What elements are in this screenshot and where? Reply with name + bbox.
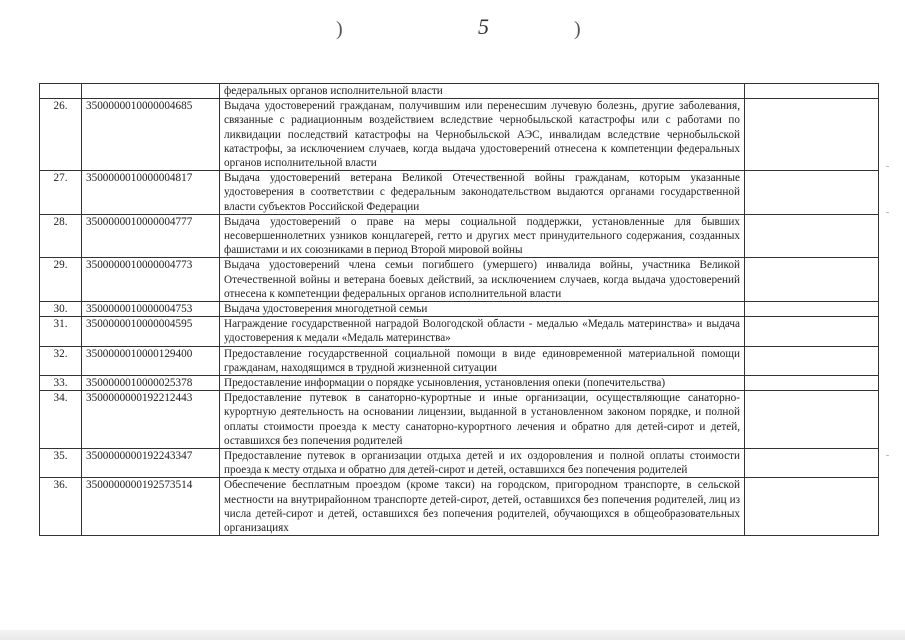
row-number: 27. xyxy=(40,171,82,215)
empty-cell xyxy=(745,84,879,99)
service-code: 3500000000192573514 xyxy=(82,478,220,536)
row-number: 31. xyxy=(40,317,82,346)
service-description: Награждение государственной наградой Вологодской области - медалью «Медаль материнства» и выдача удостоверения к медали «Медаль материнства» xyxy=(220,317,745,346)
row-number: 32. xyxy=(40,346,82,375)
row-number: 33. xyxy=(40,376,82,391)
service-code: 3500000010000004817 xyxy=(82,171,220,215)
service-code: 3500000010000004773 xyxy=(82,258,220,302)
service-code xyxy=(82,84,220,99)
empty-cell xyxy=(745,391,879,449)
right-paren-mark: ) xyxy=(574,18,581,40)
empty-cell xyxy=(745,258,879,302)
table-row xyxy=(40,478,879,536)
service-description: Выдача удостоверений члена семьи погибшего (умершего) инвалида войны, участника Великой Отечественной войны и ветерана боевых действий, за исключением случаев, когда выдача удостоверений отнесена к компетенции федеральных органов исполнительной власти xyxy=(220,258,745,302)
row-number: 35. xyxy=(40,449,82,478)
service-description: Предоставление государственной социальной помощи в виде единовременной материальной помощи гражданам, находящимся в трудной жизненной ситуации xyxy=(220,346,745,375)
empty-cell xyxy=(745,478,879,536)
table-row xyxy=(40,376,879,391)
service-description: Выдача удостоверений гражданам, получившим или перенесшим лучевую болезнь, другие заболевания, связанные с радиационным воздействием вследствие чернобыльской катастрофы или с работами по ликвидации последствий катастрофы на Чернобыльской АЭС, инвалидам вследствие чернобыльской катастрофы, за исключением случаев, когда выдача удостоверений отнесена к компетенции федеральных органов исполнительной власти xyxy=(220,99,745,171)
service-code: 3500000010000004685 xyxy=(82,99,220,171)
table-row xyxy=(40,346,879,375)
service-description: Предоставление информации о порядке усыновления, установления опеки (попечительства) xyxy=(220,376,745,391)
service-description: Выдача удостоверений о праве на меры социальной поддержки, установленные для бывших несовершеннолетних узников концлагерей, гетто и других мест принудительного содержания, созданных фашистами и их союзниками в период Второй мировой войны xyxy=(220,214,745,258)
empty-cell xyxy=(745,302,879,317)
row-number: 29. xyxy=(40,258,82,302)
service-code: 3500000010000004777 xyxy=(82,214,220,258)
service-code: 3500000010000004595 xyxy=(82,317,220,346)
row-number: 26. xyxy=(40,99,82,171)
scan-mark xyxy=(886,166,889,167)
service-description: Обеспечение бесплатным проездом (кроме такси) на городском, пригородном транспорте, в сельской местности на внутрирайонном транспорте детей-сирот, детей, оставшихся без попечения родителей, лиц из числа детей-сирот и детей, оставшихся без попечения родителей, обучающихся в общеобразовательных организациях xyxy=(220,478,745,536)
row-number: 30. xyxy=(40,302,82,317)
service-description: Выдача удостоверений ветерана Великой Отечественной войны гражданам, которым указанные удостоверения в соответствии с федеральным законодательством выдаются органами государственной власти субъектов Российской Федерации xyxy=(220,171,745,215)
empty-cell xyxy=(745,214,879,258)
empty-cell xyxy=(745,317,879,346)
table-row xyxy=(40,214,879,258)
service-code: 3500000000192212443 xyxy=(82,391,220,449)
service-code: 3500000010000025378 xyxy=(82,376,220,391)
table-row xyxy=(40,171,879,215)
empty-cell xyxy=(745,449,879,478)
service-code: 3500000000192243347 xyxy=(82,449,220,478)
row-number: 28. xyxy=(40,214,82,258)
row-number: 36. xyxy=(40,478,82,536)
service-description: Предоставление путевок в санаторно-курортные и иные организации, осуществляющие санаторно-курортную деятельность на основании лицензии, выданной в установленном законом порядке, и полной оплаты стоимости проезда к месту санаторно-курортного лечения и обратно для детей-сирот и детей, оставшихся без попечения родителей xyxy=(220,391,745,449)
row-number xyxy=(40,84,82,99)
scan-bottom-edge xyxy=(0,630,905,640)
service-description: Выдача удостоверения многодетной семьи xyxy=(220,302,745,317)
services-table-body xyxy=(40,84,879,536)
table-row xyxy=(40,317,879,346)
empty-cell xyxy=(745,171,879,215)
left-paren-mark: ) xyxy=(336,18,343,40)
empty-cell xyxy=(745,346,879,375)
table-row xyxy=(40,302,879,317)
table-row xyxy=(40,258,879,302)
service-code: 3500000010000004753 xyxy=(82,302,220,317)
scan-mark xyxy=(886,455,889,456)
empty-cell xyxy=(745,99,879,171)
service-code: 3500000010000129400 xyxy=(82,346,220,375)
service-description: федеральных органов исполнительной власти xyxy=(220,84,745,99)
table-row xyxy=(40,449,879,478)
page-number-mark: 5 xyxy=(478,14,489,39)
scan-mark xyxy=(886,212,889,213)
service-description: Предоставление путевок в организации отдыха детей и их оздоровления и полной оплаты стоимости проезда к месту отдыха и обратно для детей-сирот и детей, оставшихся без попечения родителей xyxy=(220,449,745,478)
row-number: 34. xyxy=(40,391,82,449)
table-row xyxy=(40,391,879,449)
table-row xyxy=(40,84,879,99)
table-row xyxy=(40,99,879,171)
services-table xyxy=(39,83,879,536)
empty-cell xyxy=(745,376,879,391)
